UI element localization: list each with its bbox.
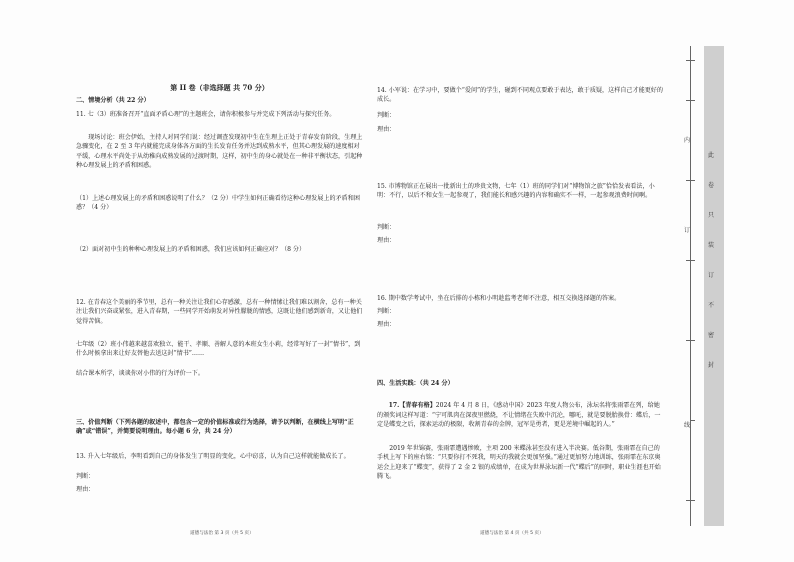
q14-reason-label: 理由： bbox=[377, 126, 396, 133]
strip-char: 封 bbox=[708, 362, 715, 369]
binding-strip bbox=[704, 46, 724, 526]
q17-paragraph-2: 2019 年世锦赛，张雨霏遭遇惨败，主项 200 米蝶泳甚至没有进入半决赛。低谷期，张雨霏在自己的手机上写下的座右铭：“只要你打不死我，明天的我就会更加坚强。”通过更加努力地训练，张雨霏在东京奥运会上迎来了“蝶变”，获得了 2 金 2 银的成绩单，在成为世界泳坛新一代“蝶后”的同时，职业生涯也开始腾飞。 bbox=[377, 445, 661, 481]
strip-char: 此 bbox=[708, 152, 715, 159]
q12-case: 七年级（2）班小伟越来越喜欢独立、能干、孝顺、善解人意的本班女生小莉，经常写好了一封“情书”，到什么时候拿出来让好友替他去送这封“情书”…… bbox=[76, 341, 361, 358]
strip-char: 只 bbox=[708, 212, 715, 219]
q16-reason-label: 理由： bbox=[377, 321, 396, 328]
binding-tick bbox=[686, 60, 695, 61]
q16: 16. 期中数学考试中，坐在后排的小栋和小明趁监考老师不注意，相互交换选择题的答案。 bbox=[377, 295, 621, 302]
q15: 15. 市博物馆正在展出一批新出土的珍贵文物，七年（1）班的同学们对“博物馆之旅”恰恰发表看法，小明：不行，以后不和女生一起参观了，我们能长和感兴趣的内容和确实不一样，一起参观浪费时间啊。 bbox=[377, 183, 655, 200]
q12-task: 结合课本所学，谈谈你对小伟的行为评价一下。 bbox=[76, 370, 204, 377]
q11-intro: 11. 七（3）班准备召开“直面矛盾心理”的主题班会，请你积极参与并完成下列活动与探究任务。 bbox=[76, 111, 336, 118]
section-title: 第 II 卷（非选择题 共 70 分） bbox=[170, 83, 269, 92]
page-4-footer: 道德与法治 第 4 页（共 5 页） bbox=[480, 531, 544, 536]
q14-judge-label: 判断： bbox=[377, 112, 396, 119]
binding-tick bbox=[686, 260, 695, 261]
q13-judge-label: 判断： bbox=[76, 473, 95, 480]
q17-paragraph-1: 2024 年 4 月 8 日，《感动中国》2023 年度人物公布，泳坛名将张雨霏在列，给她的颁奖词这样写道：“宁可肌肉在深夜里燃烧，不让情绪在失败中沉沦，哪吒，就是要脱胎换骨：蝶后，一定是蝶变之后，探索运动的极限，收割青春的金牌，冠军是勇者，更是逆境中崛起的人。” bbox=[377, 402, 661, 429]
q11-sub1: （1）上述心理发展上的矛盾和困惑说明了什么？（2 分）中学生如何正确看待这种心理发展上的矛盾和困惑？（4 分） bbox=[76, 195, 360, 212]
binding-tick bbox=[686, 100, 695, 101]
q11-sub2: （2）面对初中生的种种心理发展上的矛盾和困惑，我们应该如何正确应对？（8 分） bbox=[76, 246, 306, 253]
strip-char: 卷 bbox=[708, 182, 715, 189]
q17-title: 17.【青春有格】 bbox=[388, 402, 436, 410]
binding-tick bbox=[686, 180, 695, 181]
page-3-footer: 道德与法治 第 3 页（共 5 页） bbox=[190, 531, 254, 536]
strip-char: 订 bbox=[708, 272, 715, 279]
binding-tick bbox=[686, 500, 695, 501]
q12-intro: 12. 在青春这个美丽的季节里，总有一种关注让我们心存感激，总有一种情愫让我们难以割舍，总有一种关注让我们兴奋或紧张，进入青春期，一些同学开始萌发对异性朦胧的情感，这既让他们感到新奇，又让他们觉得苦恼。 bbox=[76, 299, 363, 325]
q16-judge-label: 判断： bbox=[377, 308, 396, 315]
q15-reason-label: 理由： bbox=[377, 237, 396, 244]
binding-mark: 线 bbox=[684, 422, 691, 429]
part4-heading: 四、生活实践：（共 24 分） bbox=[377, 380, 454, 387]
q13: 13. 升入七年级后，李明看到自己的身体发生了明显的变化，心中窃喜，认为自己这样就能做成长了。 bbox=[76, 453, 350, 460]
binding-mark: 内 bbox=[684, 137, 691, 144]
binding-tick bbox=[686, 340, 695, 341]
q15-judge-label: 判断： bbox=[377, 224, 396, 231]
binding-line bbox=[690, 46, 691, 526]
binding-mark: 订 bbox=[684, 227, 691, 234]
q11-scene: 现场讨论：班会伊始，主持人对同学们说：经过调查发现初中生在生理上正处于青春发育阶段，生理上急骤变化，在 2 至 3 年内就能完成身体各方面的生长发育任务并达到成熟水平，但其心理发展的速度相对平缓，心理水平尚处于从幼稚向成熟发展的过渡时期，这样，初中生的身心就处在一种非平衡状态，引起种种心理发展上的矛盾和困惑。 bbox=[76, 134, 363, 170]
part2-heading: 二、情境分析（共 22 分） bbox=[76, 97, 150, 104]
strip-char: 装 bbox=[708, 242, 715, 249]
q17-title-line bbox=[377, 392, 664, 439]
q14: 14. 小军说：在学习中，要做个“爱问”的学生，碰到不同观点要敢于表达，敢于质疑，这样自己才能更好的成长。 bbox=[377, 87, 663, 104]
part3-heading: 三、价值判断（下列各题的叙述中，都包含一定的价值标准或行为选择，请予以判断，在横线上写明“正确”或“错误”，并简要说明理由。每小题 6 分，共 24 分） bbox=[76, 419, 354, 436]
strip-char: 密 bbox=[708, 332, 715, 339]
strip-char: 不 bbox=[708, 302, 715, 309]
q13-reason-label: 理由： bbox=[76, 486, 95, 493]
